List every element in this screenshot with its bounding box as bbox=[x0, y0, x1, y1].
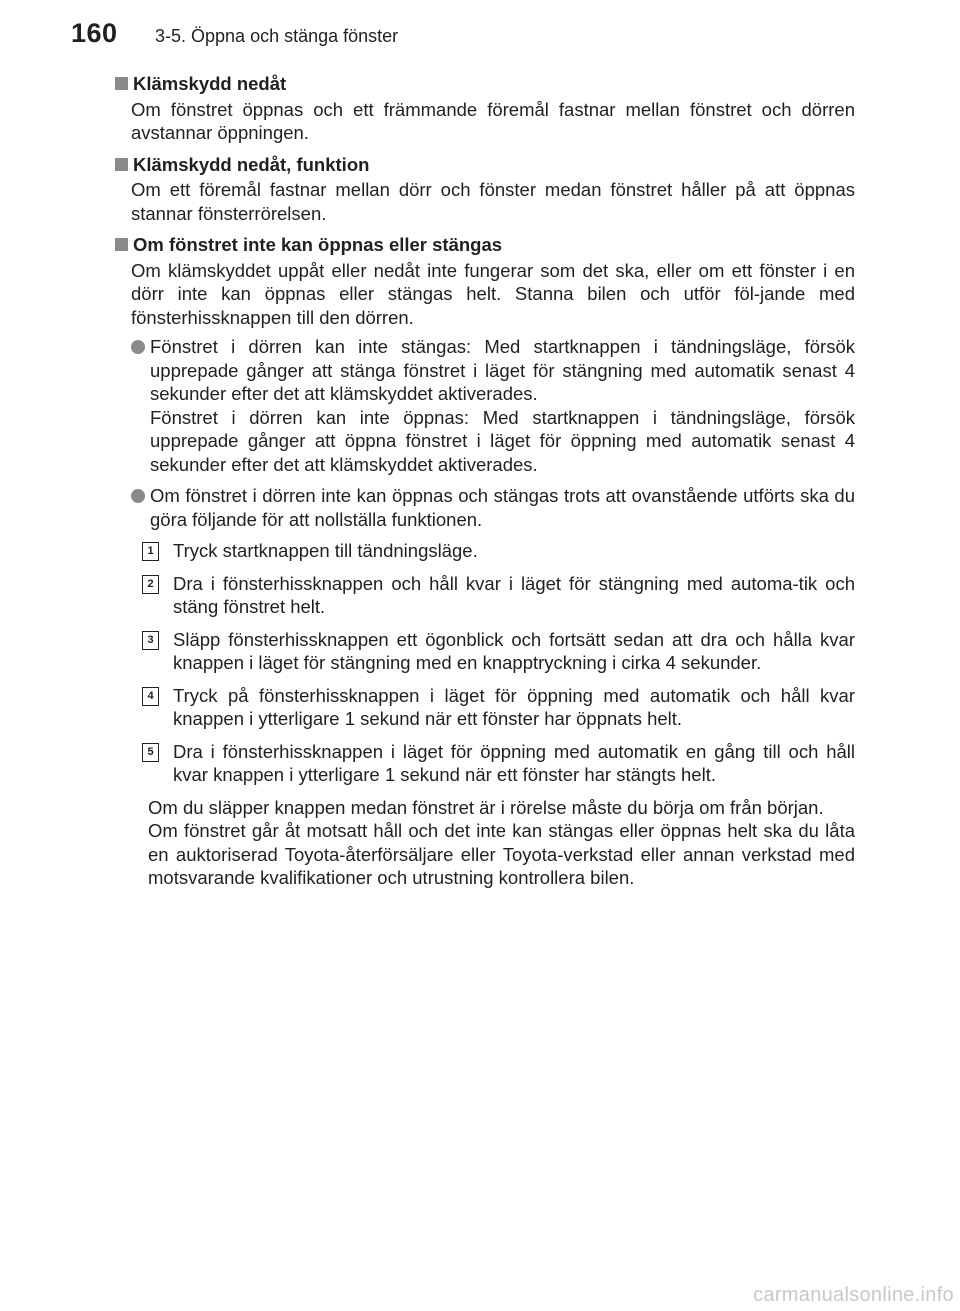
section-heading bbox=[110, 72, 855, 96]
section-heading-text: Klämskydd nedåt, funktion bbox=[133, 153, 370, 175]
step-number-badge: 4 bbox=[142, 687, 159, 706]
step-number-badge: 3 bbox=[142, 631, 159, 650]
section-pinch-protection-function bbox=[110, 153, 855, 226]
bullet-paragraph: Fönstret i dörren kan inte stängas: Med startknappen i tändningsläge, försök upprepade gånger att stänga fönstret i läget för stängning med automatik senast 4 sekunder efter det att klämskyddet aktiverades. bbox=[150, 336, 855, 404]
closing-paragraph: Om fönstret går åt motsatt håll och det inte kan stängas eller öppnas helt ska du låta en auktoriserad Toyota-återförsäljare eller Toyota-verkstad eller annan verkstad med motsvarande kvalifikationer och utrustning kontrollera bilen. bbox=[148, 820, 855, 888]
section-heading bbox=[110, 233, 855, 257]
square-bullet-icon bbox=[115, 238, 128, 251]
circle-bullet-icon bbox=[131, 489, 145, 503]
bullet-paragraph: Om fönstret i dörren inte kan öppnas och stängas trots att ovanstående utförts ska du göra följande för att nollställa funktionen. bbox=[150, 485, 855, 530]
page-header bbox=[71, 18, 398, 58]
bullet-list bbox=[131, 335, 855, 531]
square-bullet-icon bbox=[115, 77, 128, 90]
closing-paragraph: Om du släpper knappen medan fönstret är i rörelse måste du börja om från början. bbox=[148, 796, 824, 818]
step-item bbox=[142, 539, 855, 563]
section-body: Om fönstret öppnas och ett främmande föremål fastnar mellan fönstret och dörren avstannar öppningen. bbox=[131, 98, 855, 143]
step-text: Dra i fönsterhissknappen i läget för öppning med automatik en gång till och håll kvar knappen i ytterligare 1 sekund när ett fönster har stängts helt. bbox=[173, 740, 855, 785]
section-body: Om ett föremål fastnar mellan dörr och fönster medan fönstret håller på att öppnas stannar fönsterrörelsen. bbox=[131, 179, 855, 224]
list-item bbox=[131, 484, 855, 531]
step-number-badge: 1 bbox=[142, 542, 159, 561]
list-item bbox=[131, 335, 855, 476]
step-number-badge: 2 bbox=[142, 575, 159, 594]
step-item bbox=[142, 572, 855, 619]
step-item bbox=[142, 628, 855, 675]
watermark: carmanualsonline.info bbox=[753, 1284, 954, 1306]
step-text: Tryck på fönsterhissknappen i läget för öppning med automatik och håll kvar knappen i ytterligare 1 sekund när ett fönster har öppnats helt. bbox=[173, 684, 855, 729]
circle-bullet-icon bbox=[131, 340, 145, 354]
step-list bbox=[142, 539, 855, 787]
section-body: Om klämskyddet uppåt eller nedåt inte fungerar som det ska, eller om ett fönster i en dörr inte kan öppnas eller stängas helt. Stanna bilen och utför föl-jande med fönsterhissknappen till den dörren. bbox=[131, 259, 855, 328]
step-text: Släpp fönsterhissknappen ett ögonblick och fortsätt sedan att dra och hålla kvar knappen i läget för stängning med en knapptryckning i cirka 4 sekunder. bbox=[173, 628, 855, 673]
section-heading-text: Om fönstret inte kan öppnas eller stängas bbox=[133, 234, 503, 255]
step-number-badge: 5 bbox=[142, 743, 159, 762]
section-title: 3-5. Öppna och stänga fönster bbox=[155, 26, 399, 46]
section-heading bbox=[110, 153, 855, 177]
page-number: 160 bbox=[71, 18, 118, 48]
square-bullet-icon bbox=[115, 158, 128, 171]
section-heading-text: Klämskydd nedåt bbox=[133, 73, 287, 94]
bullet-text bbox=[150, 484, 855, 531]
section-pinch-protection-down bbox=[110, 72, 855, 145]
bullet-paragraph: Fönstret i dörren kan inte öppnas: Med startknappen i tändningsläge, försök upprepade gånger att öppna fönstret i läget för öppning med automatik senast 4 sekunder efter det att klämskyddet aktiverades. bbox=[150, 406, 855, 475]
step-item bbox=[142, 684, 855, 731]
closing-notes bbox=[148, 796, 855, 890]
step-item bbox=[142, 740, 855, 787]
page-content bbox=[110, 72, 855, 898]
section-window-fails bbox=[110, 233, 855, 890]
step-text: Dra i fönsterhissknappen och håll kvar i läget för stängning med automa-tik och stäng fönstret helt. bbox=[173, 572, 855, 617]
bullet-text bbox=[150, 335, 855, 476]
step-text: Tryck startknappen till tändningsläge. bbox=[173, 540, 478, 561]
